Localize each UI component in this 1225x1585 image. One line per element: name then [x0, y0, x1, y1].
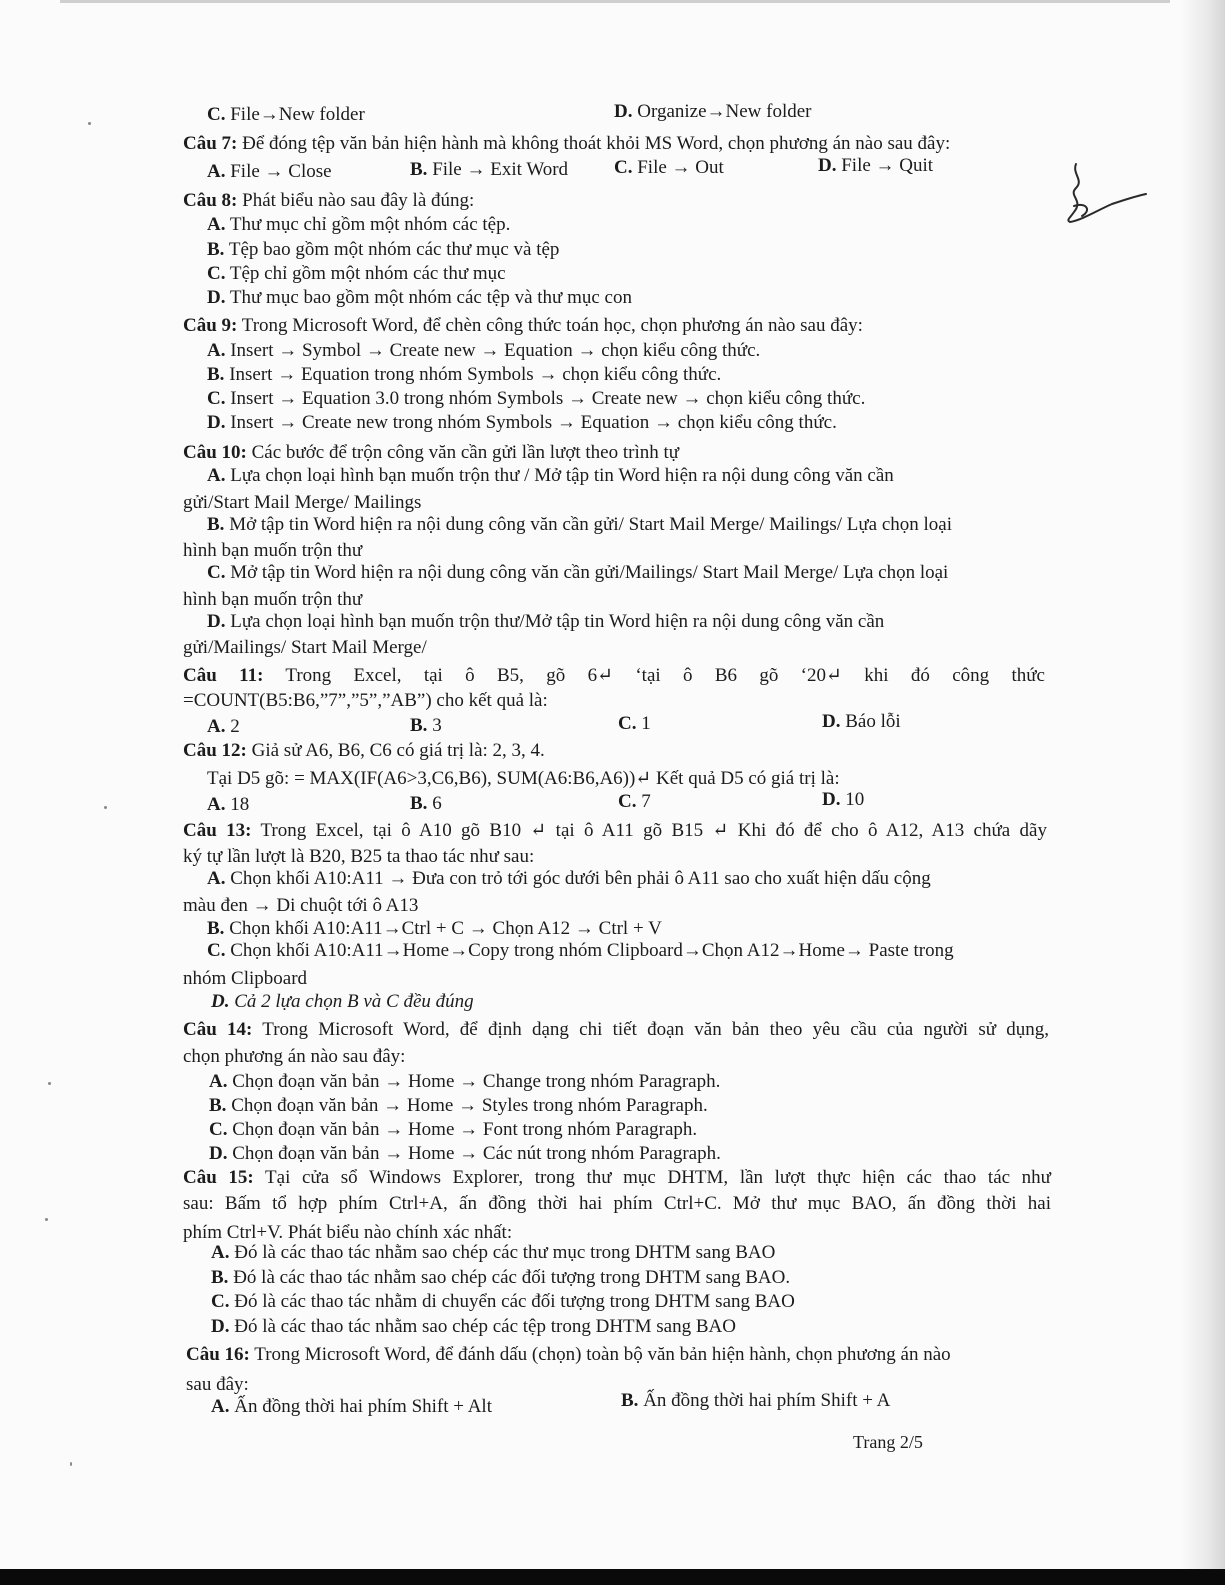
text-line: B. Đó là các thao tác nhằm sao chép các đối tượng trong DHTM sang BAO. [211, 1267, 791, 1288]
text-line: =COUNT(B5:B6,”7”,”5”,”AB”) cho kết quả là: [183, 690, 548, 711]
text-line: Câu 8: Phát biểu nào sau đây là đúng: [183, 190, 475, 211]
scan-edge-shadow [1181, 0, 1225, 1585]
text-line: ký tự lần lượt là B20, B25 ta thao tác như sau: [183, 846, 535, 867]
text-line: A. Chọn khối A10:A11 → Đưa con trỏ tới góc dưới bên phải ô A11 sao cho xuất hiện dấu cộng [207, 868, 931, 889]
text-line: D. Đó là các thao tác nhằm sao chép các tệp trong DHTM sang BAO [211, 1316, 736, 1337]
text-line: C. Đó là các thao tác nhằm di chuyển các đối tượng trong DHTM sang BAO [211, 1291, 795, 1312]
text-line: C. Mở tập tin Word hiện ra nội dung công văn cần gửi/Mailings/ Start Mail Merge/ Lựa chọn loại [207, 562, 949, 583]
option-d-q13 [211, 991, 474, 1013]
text-line: A. Thư mục chỉ gồm một nhóm các tệp. [207, 214, 511, 235]
text-line: C. File → Out [614, 157, 724, 178]
scan-edge-top [60, 0, 1170, 3]
text-line: hình bạn muốn trộn thư [183, 589, 363, 610]
text-line: D. Chọn đoạn văn bản → Home → Các nút trong nhóm Paragraph. [209, 1143, 721, 1164]
text-line: B. 6 [410, 793, 442, 814]
text-line: gửi/Mailings/ Start Mail Merge/ [183, 637, 427, 658]
text-line: Câu 11: Trong Excel, tại ô B5, gõ 6↵ ‘tại ô B6 gõ ‘20↵ khi đó công thức [183, 665, 1045, 686]
text-line: màu đen → Di chuột tới ô A13 [183, 895, 419, 916]
option-label: D. [211, 991, 230, 1012]
text-line: D. Thư mục bao gồm một nhóm các tệp và thư mục con [207, 287, 632, 308]
text-line: B. Tệp bao gồm một nhóm các thư mục và tệp [207, 239, 560, 260]
text-line: A. File → Close [207, 161, 332, 182]
text-line: C. 1 [618, 713, 651, 734]
text-line: C. Tệp chỉ gồm một nhóm các thư mục [207, 263, 506, 284]
text-line: A. Đó là các thao tác nhằm sao chép các thư mục trong DHTM sang BAO [211, 1242, 776, 1263]
scan-speck [104, 806, 107, 809]
text-line: D. Insert → Create new trong nhóm Symbols → Equation → chọn kiểu công thức. [207, 412, 837, 433]
text-line: hình bạn muốn trộn thư [183, 540, 363, 561]
text-line: D. Báo lỗi [822, 711, 901, 732]
text-line: A. Chọn đoạn văn bản → Home → Change trong nhóm Paragraph. [209, 1071, 721, 1092]
handwritten-signature [1062, 160, 1152, 230]
text-line: B. Chọn đoạn văn bản → Home → Styles trong nhóm Paragraph. [209, 1095, 708, 1116]
text-line: B. Mở tập tin Word hiện ra nội dung công văn cần gửi/ Start Mail Merge/ Mailings/ Lựa chọn loại [207, 514, 953, 535]
text-line: A. Insert → Symbol → Create new → Equation → chọn kiểu công thức. [207, 340, 761, 361]
text-line: A. 18 [207, 794, 250, 815]
text-line: Câu 10: Các bước để trộn công văn cần gửi lần lượt theo trình tự [183, 442, 680, 463]
text-line: phím Ctrl+V. Phát biểu nào chính xác nhất: [183, 1222, 513, 1243]
text-line: A. Lựa chọn loại hình bạn muốn trộn thư / Mở tập tin Word hiện ra nội dung công văn cần [207, 465, 894, 486]
text-line: chọn phương án nào sau đây: [183, 1046, 406, 1067]
text-line: Câu 12: Giả sử A6, B6, C6 có giá trị là: 2, 3, 4. [183, 740, 545, 761]
text-line: B. Chọn khối A10:A11→Ctrl + C → Chọn A12 → Ctrl + V [207, 918, 662, 939]
text-line: D. 10 [822, 789, 865, 810]
text-line: Câu 7: Để đóng tệp văn bản hiện hành mà không thoát khỏi MS Word, chọn phương án nào sau đây: [183, 133, 951, 154]
text-line: D. Organize→New folder [614, 101, 812, 122]
text-line: C. File→New folder [207, 104, 365, 125]
text-line: C. Chọn đoạn văn bản → Home → Font trong nhóm Paragraph. [209, 1119, 698, 1140]
text-line: C. Chọn khối A10:A11→Home→Copy trong nhóm Clipboard→Chọn A12→Home→ Paste trong [207, 940, 954, 961]
text-line: Câu 14: Trong Microsoft Word, để định dạng chi tiết đoạn văn bản theo yêu cầu của người sử dụng, [183, 1019, 1049, 1040]
scan-edge-bottom [0, 1569, 1225, 1585]
page-number: Trang 2/5 [853, 1432, 923, 1452]
scan-speck [88, 122, 91, 125]
scan-speck [48, 1082, 51, 1085]
scan-speck [70, 1462, 72, 1466]
text-line: C. 7 [618, 791, 651, 812]
text-line: C. Insert → Equation 3.0 trong nhóm Symbols → Create new → chọn kiểu công thức. [207, 388, 866, 409]
text-line: B. 3 [410, 715, 442, 736]
text-line: Tại D5 gõ: = MAX(IF(A6>3,C6,B6), SUM(A6:B6,A6))↵ Kết quả D5 có giá trị là: [207, 768, 840, 789]
text-line: sau đây: [186, 1374, 249, 1395]
text-line: A. 2 [207, 716, 240, 737]
text-line: D. File → Quit [818, 155, 934, 176]
text-line: sau: Bấm tổ hợp phím Ctrl+A, ấn đồng thời hai phím Ctrl+C. Mở thư mục BAO, ấn đồng thời hai [183, 1193, 1051, 1214]
text-line: B. Insert → Equation trong nhóm Symbols → chọn kiểu công thức. [207, 364, 722, 385]
text-line: Câu 9: Trong Microsoft Word, để chèn công thức toán học, chọn phương án nào sau đây: [183, 315, 863, 336]
text-line: Câu 13: Trong Excel, tại ô A10 gõ B10 ↵ tại ô A11 gõ B15 ↵ Khi đó để cho ô A12, A13 chứa dãy [183, 820, 1047, 841]
text-line: B. Ấn đồng thời hai phím Shift + A [621, 1390, 891, 1411]
text-line: B. File → Exit Word [410, 159, 569, 180]
text-line: A. Ấn đồng thời hai phím Shift + Alt [211, 1396, 492, 1417]
scan-speck [45, 1218, 48, 1221]
text-line: Câu 15: Tại cửa sổ Windows Explorer, trong thư mục DHTM, lần lượt thực hiện các thao tác như [183, 1167, 1051, 1188]
text-line: nhóm Clipboard [183, 968, 308, 989]
option-text: Cả 2 lựa chọn B và C đều đúng [234, 991, 474, 1012]
text-line: D. Lựa chọn loại hình bạn muốn trộn thư/Mở tập tin Word hiện ra nội dung công văn cần [207, 611, 885, 632]
text-line: Câu 16: Trong Microsoft Word, để đánh dấu (chọn) toàn bộ văn bản hiện hành, chọn phương án nào [186, 1344, 951, 1365]
text-line: gửi/Start Mail Merge/ Mailings [183, 492, 422, 513]
